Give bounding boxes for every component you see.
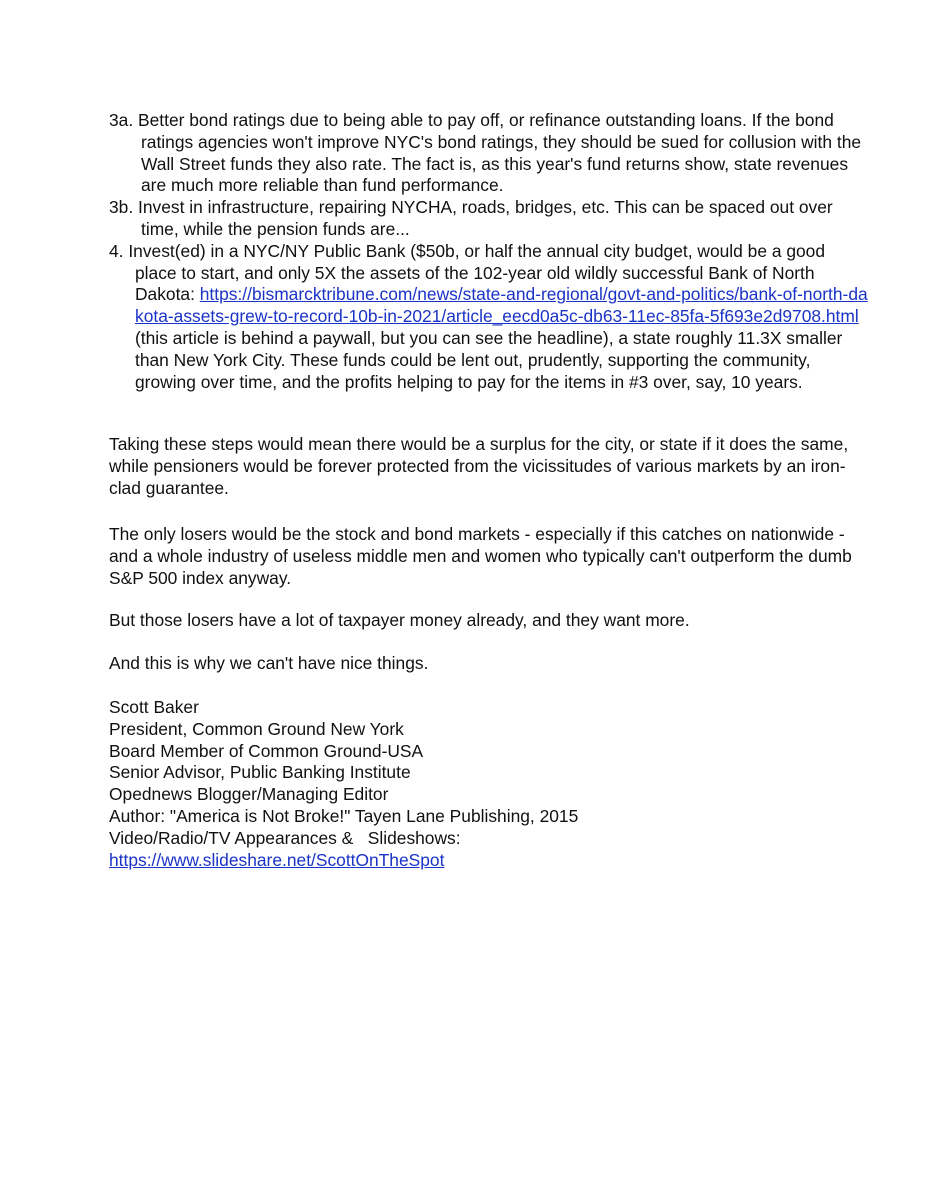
bismarck-tribune-link[interactable]: https://bismarcktribune.com/news/state-and-regional/govt-and-politics/bank-of-north-dakota-assets-grew-to-record-10b-in-2021/article_eecd0a5c-db63-11ec-85fa-5f693e2d9708.html: [135, 284, 868, 327]
list-item-4-text: 4. Invest(ed) in a NYC/NY Public Bank ($50b, or half the annual city budget, would be a good place to start, and only 5X the assets of the 102-year old wildly successful Bank of North Dakota:: [109, 240, 826, 305]
signature-title-president: President, Common Ground New York: [109, 718, 404, 739]
paragraph-taxpayer-money: But those losers have a lot of taxpayer money already, and they want more.: [109, 610, 690, 630]
list-item-4-text-continued: (this article is behind a paywall, but you can see the headline), a state roughly 11.3X smaller than New York City. These funds could be lent out, prudently, supporting the community, growing over time, and the profits helping to pay for the items in #3 over, say, 10 years.: [135, 327, 843, 392]
signature-appearances: Video/Radio/TV Appearances & Slideshows:: [109, 827, 461, 848]
signature-name: Scott Baker: [109, 697, 199, 717]
numbered-list: [109, 110, 869, 393]
paragraph-losers: The only losers would be the stock and bond markets - especially if this catches on nationwide - and a whole industry of useless middle men and women who typically can't outperform the dumb S&P 500 index anyway.: [109, 524, 852, 588]
signature-title-board-member: Board Member of Common Ground-USA: [109, 740, 424, 761]
signature-title-senior-advisor: Senior Advisor, Public Banking Institute: [109, 762, 411, 783]
signature-title-blogger: Opednews Blogger/Managing Editor: [109, 784, 389, 805]
list-item-4: [109, 241, 869, 394]
slideshare-link[interactable]: https://www.slideshare.net/ScottOnTheSpot: [109, 849, 445, 870]
signature-block: [109, 697, 869, 871]
paragraph-surplus: Taking these steps would mean there would be a surplus for the city, or state if it does the same, while pensioners would be forever protected from the vicissitudes of various markets by an iron-clad guarantee.: [109, 434, 849, 498]
list-item-3a: 3a. Better bond ratings due to being able to pay off, or refinance outstanding loans. If the bond ratings agencies won't improve NYC's bond ratings, they should be sued for collusion with the Wall Street funds they also rate. The fact is, as this year's fund returns show, state revenues are much more reliable than fund performance.: [109, 110, 862, 196]
signature-author: Author: "America is Not Broke!" Tayen Lane Publishing, 2015: [109, 805, 579, 826]
list-item-3b: 3b. Invest in infrastructure, repairing NYCHA, roads, bridges, etc. This can be spaced out over time, while the pension funds are...: [109, 197, 833, 239]
paragraph-nice-things: And this is why we can't have nice things.: [109, 653, 429, 673]
